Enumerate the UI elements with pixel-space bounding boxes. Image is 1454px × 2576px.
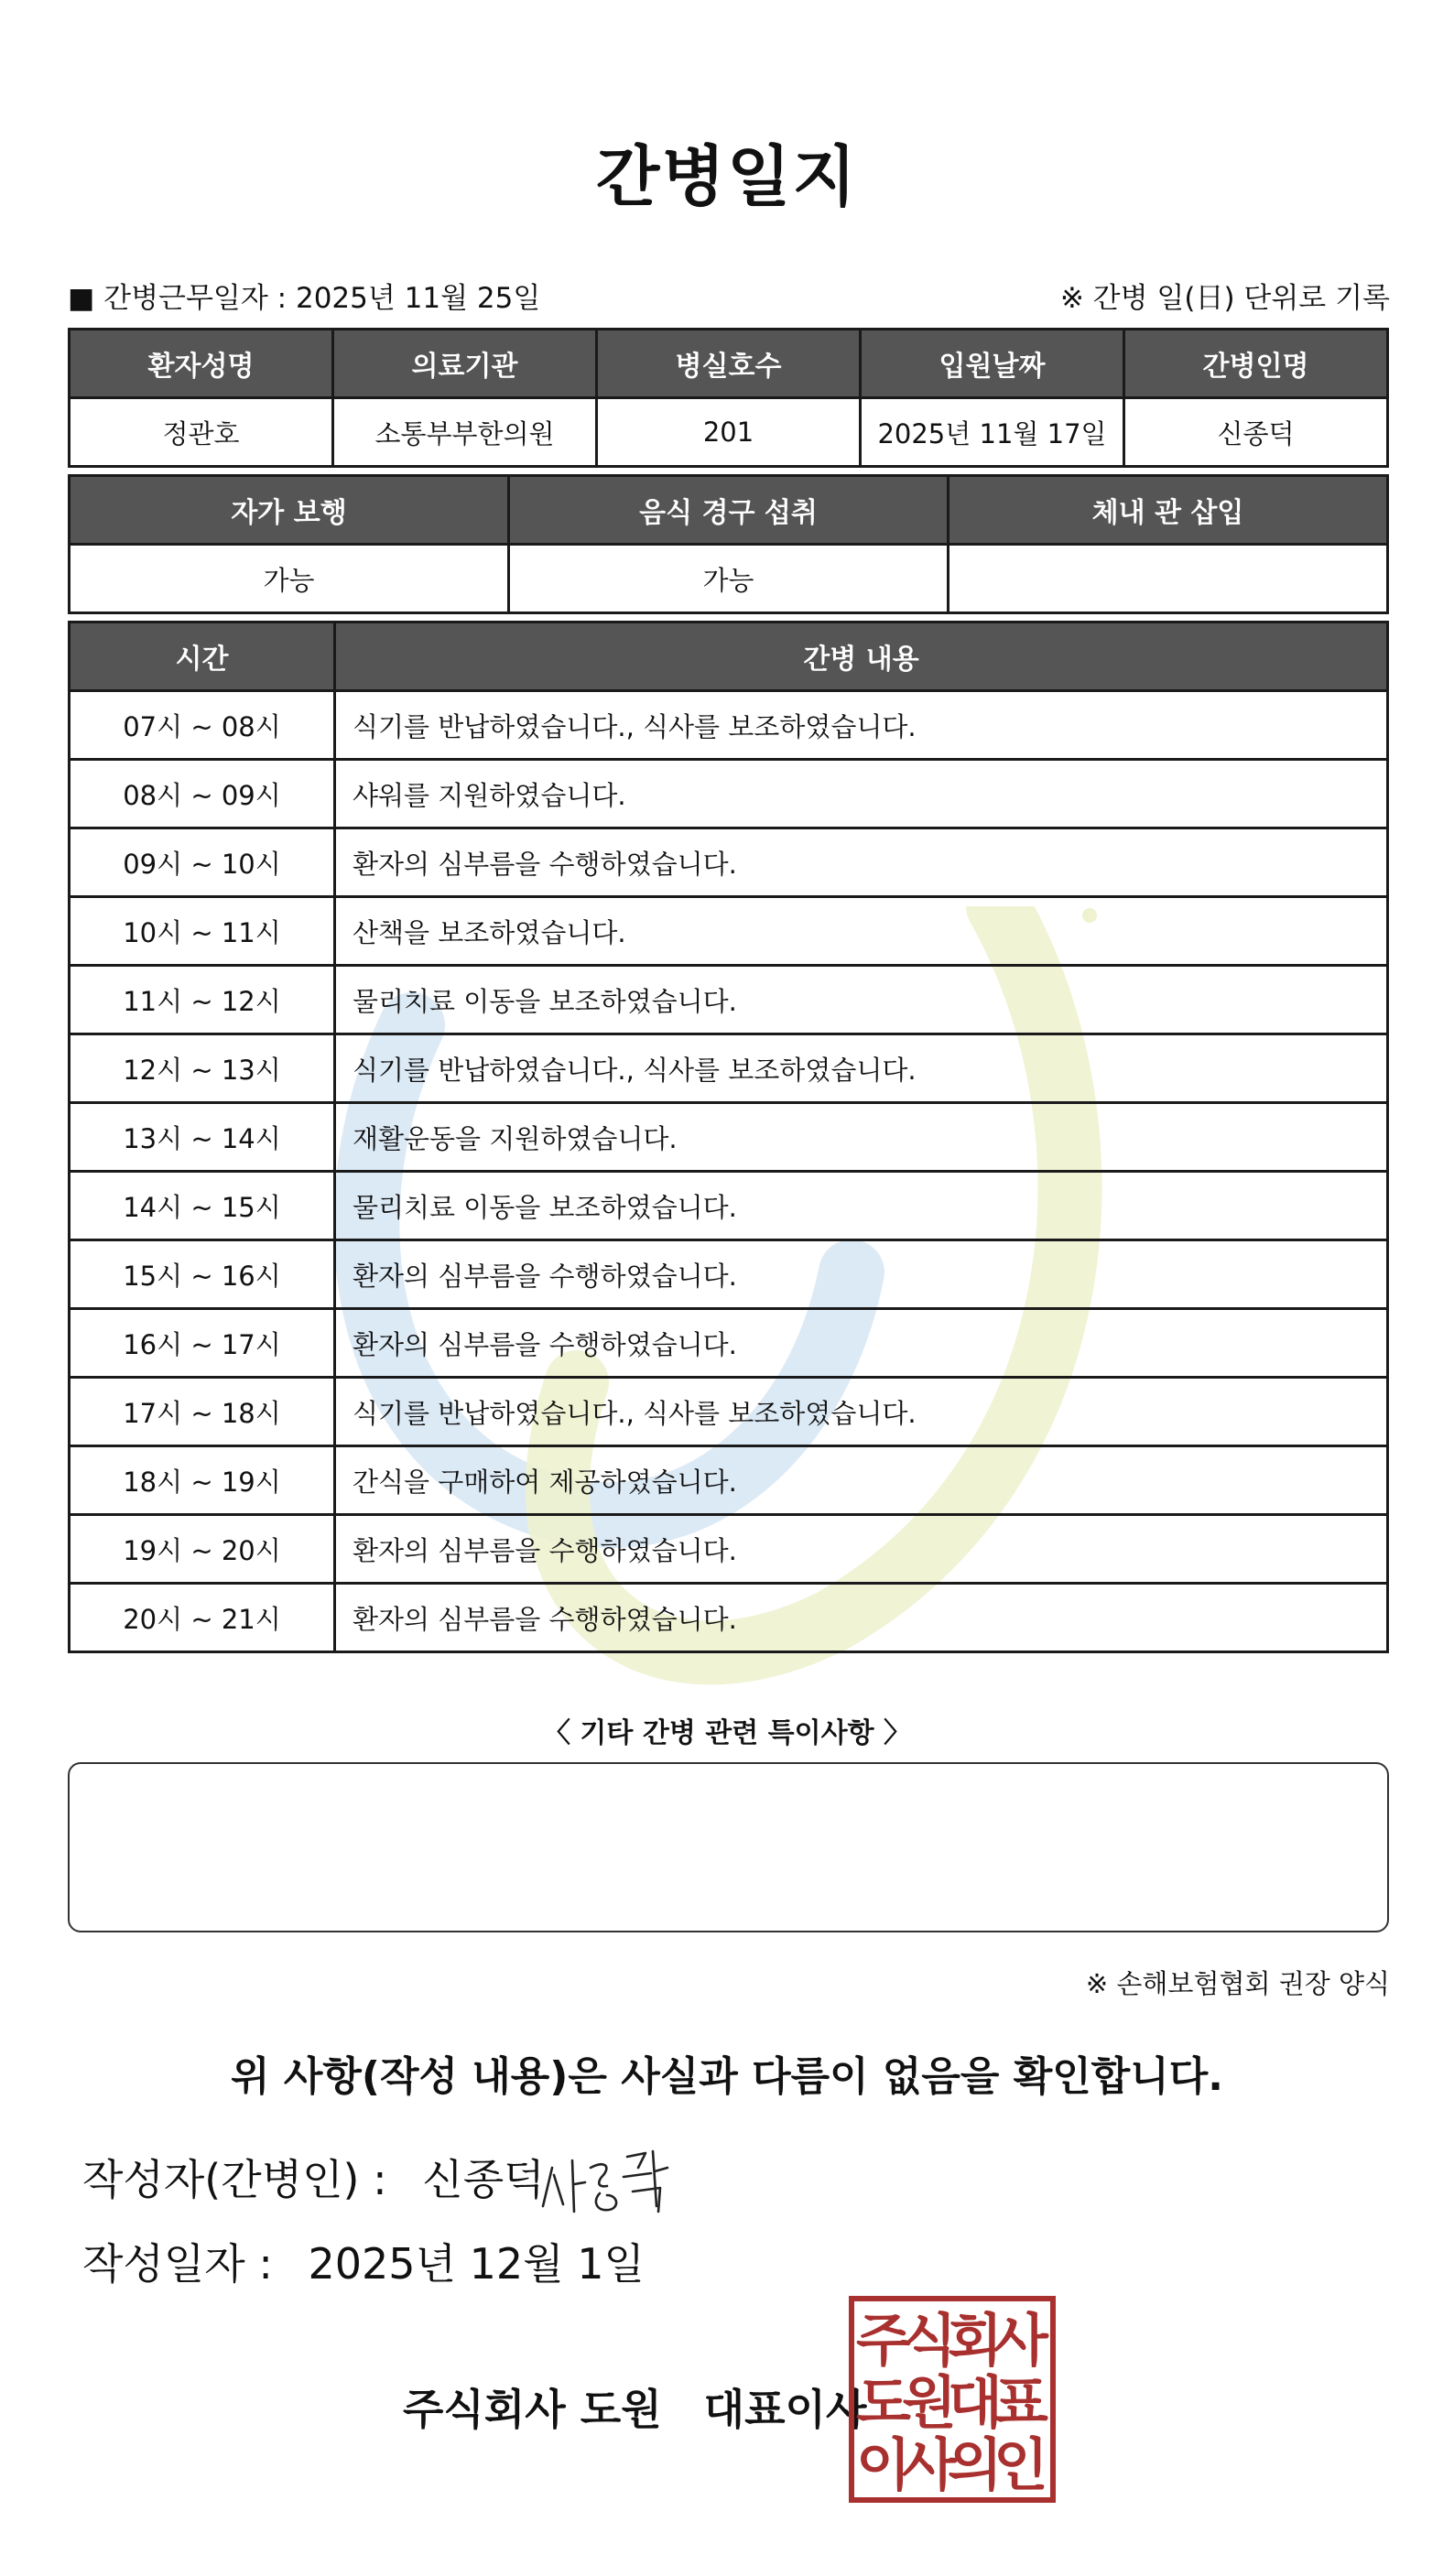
writer-line [82,2147,545,2207]
seal-char: 이 [856,2431,911,2498]
log-content: 환자의 심부름을 수행하였습니다. [335,1240,1388,1309]
log-content: 간식을 구매하여 제공하였습니다. [335,1446,1388,1515]
care-log-table [68,621,1389,1653]
seal-char: 원 [902,2369,957,2436]
seal-char: 식 [902,2307,957,2374]
patient-info-header-row [70,330,1388,398]
record-note: ※ 간병 일(日) 단위로 기록 [1059,282,1390,315]
care-log-header-row [70,622,1388,691]
tube-insertion [949,545,1388,613]
seal-char: 사 [902,2431,957,2498]
seal-char: 사 [993,2307,1048,2374]
hospital: 소통부부한의원 [333,398,597,467]
company-representative-title: 대표이사 [703,2385,867,2434]
page-title: 간병일지 [595,138,859,215]
room-number: 201 [597,398,861,467]
patient-info-table [68,328,1389,468]
status-header-row [70,476,1388,545]
table-row [70,828,1388,897]
write-date-line [82,2231,645,2291]
seal-char: 회 [948,2307,1003,2374]
table-row [70,691,1388,760]
patient-name: 정관호 [70,398,333,467]
confirmation-statement: 위 사항(작성 내용)은 사실과 다름이 없음을 확인합니다. [231,2053,1223,2100]
table-row [70,1584,1388,1652]
header-time: 시간 [70,622,335,691]
log-time: 07시 ~ 08시 [70,691,335,760]
admission-date: 2025년 11월 17일 [861,398,1124,467]
log-time: 18시 ~ 19시 [70,1446,335,1515]
header-admission-date: 입원날짜 [861,330,1124,398]
header-hospital: 의료기관 [333,330,597,398]
work-date [68,275,540,316]
caregiver-name: 신종덕 [1124,398,1388,467]
log-time: 13시 ~ 14시 [70,1103,335,1172]
seal-char: 인 [993,2431,1048,2498]
write-date-label: 작성일자 : [82,2239,273,2289]
table-row [70,1034,1388,1103]
log-content: 식기를 반납하였습니다., 식사를 보조하였습니다. [335,1378,1388,1446]
log-time: 11시 ~ 12시 [70,966,335,1034]
header-patient-name: 환자성명 [70,330,333,398]
log-content: 식기를 반납하였습니다., 식사를 보조하였습니다. [335,691,1388,760]
log-time: 10시 ~ 11시 [70,897,335,966]
seal-char: 표 [993,2369,1048,2436]
write-date-value: 2025년 12월 1일 [308,2239,645,2289]
log-content: 물리치료 이동을 보조하였습니다. [335,966,1388,1034]
log-time: 16시 ~ 17시 [70,1309,335,1378]
table-row [70,966,1388,1034]
patient-info-value-row [70,398,1388,467]
self-walking: 가능 [70,545,509,613]
company-line [403,2376,866,2437]
special-notes-box [68,1762,1389,1932]
log-content: 환자의 심부름을 수행하였습니다. [335,828,1388,897]
log-time: 17시 ~ 18시 [70,1378,335,1446]
header-self-walking: 자가 보행 [70,476,509,545]
log-content: 환자의 심부름을 수행하였습니다. [335,1584,1388,1652]
log-content: 산책을 보조하였습니다. [335,897,1388,966]
oral-intake: 가능 [509,545,949,613]
patient-status-table [68,474,1389,614]
seal-char: 대 [948,2369,1003,2436]
status-value-row [70,545,1388,613]
signature-icon [536,2140,673,2241]
special-notes-title: 〈 기타 간병 관련 특이사항 〉 [542,1717,912,1749]
log-time: 14시 ~ 15시 [70,1172,335,1240]
table-row [70,1103,1388,1172]
table-row [70,1172,1388,1240]
company-name: 주식회사 도원 [403,2385,662,2434]
seal-char: 도 [856,2369,911,2436]
log-time: 20시 ~ 21시 [70,1584,335,1652]
writer-name: 신종덕 [422,2155,545,2204]
work-date-value: 2025년 11월 25일 [295,282,541,315]
table-row [70,1240,1388,1309]
table-row [70,1378,1388,1446]
log-content: 환자의 심부름을 수행하였습니다. [335,1515,1388,1584]
header-care-content: 간병 내용 [335,622,1388,691]
log-time: 19시 ~ 20시 [70,1515,335,1584]
header-room-number: 병실호수 [597,330,861,398]
work-date-label: ■ 간병근무일자 : [68,282,288,315]
table-row [70,760,1388,828]
seal-char: 주 [856,2307,911,2374]
log-content: 환자의 심부름을 수행하였습니다. [335,1309,1388,1378]
table-row [70,1309,1388,1378]
log-content: 샤워를 지원하였습니다. [335,760,1388,828]
log-content: 물리치료 이동을 보조하였습니다. [335,1172,1388,1240]
recommend-note: ※ 손해보험협회 권장 양식 [1085,1968,1390,1999]
writer-label: 작성자(간병인) : [82,2155,387,2204]
table-row [70,897,1388,966]
header-oral-intake: 음식 경구 섭취 [509,476,949,545]
company-seal [849,2296,1056,2503]
log-time: 09시 ~ 10시 [70,828,335,897]
log-time: 15시 ~ 16시 [70,1240,335,1309]
log-time: 12시 ~ 13시 [70,1034,335,1103]
header-tube-insertion: 체내 관 삽입 [949,476,1388,545]
log-content: 재활운동을 지원하였습니다. [335,1103,1388,1172]
table-row [70,1446,1388,1515]
seal-char: 의 [948,2431,1003,2498]
log-content: 식기를 반납하였습니다., 식사를 보조하였습니다. [335,1034,1388,1103]
table-row [70,1515,1388,1584]
log-time: 08시 ~ 09시 [70,760,335,828]
header-caregiver-name: 간병인명 [1124,330,1388,398]
